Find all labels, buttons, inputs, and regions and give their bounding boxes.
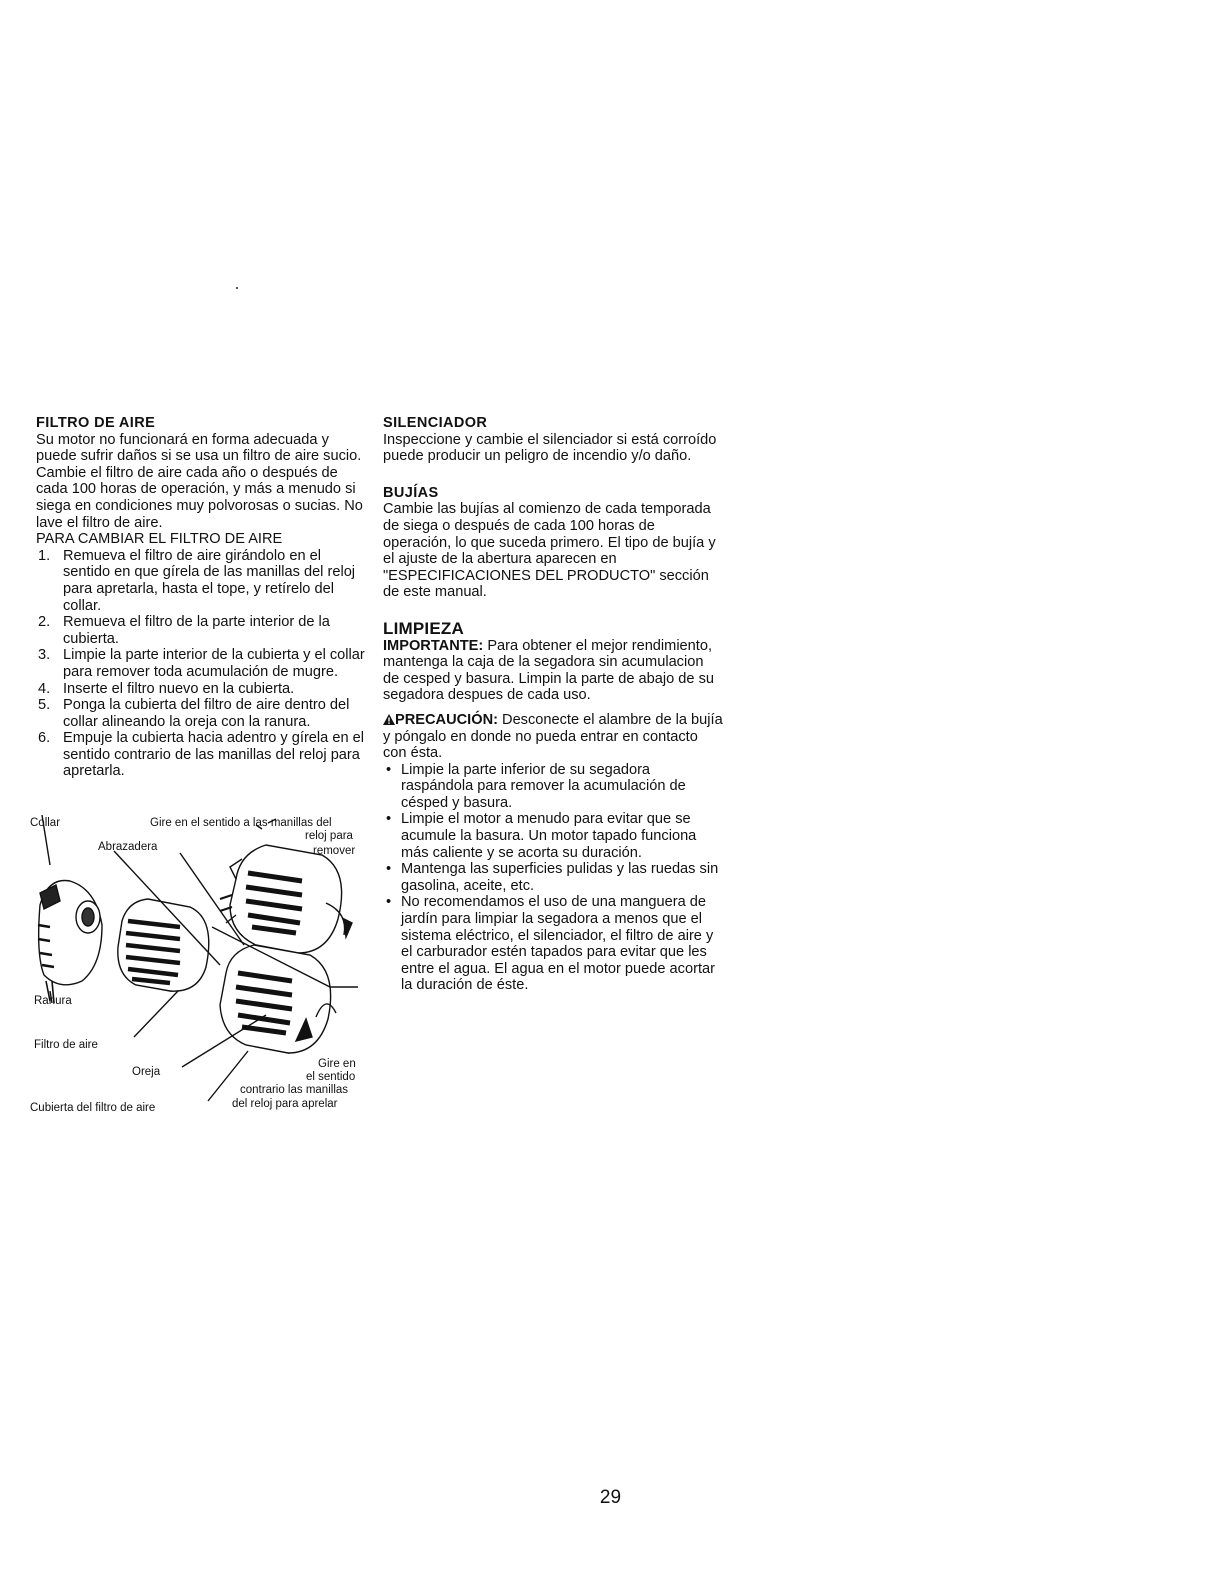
right-column (383, 415, 723, 994)
left-column (36, 415, 366, 780)
bullet-icon: • (386, 761, 392, 778)
turn-to-tighten-label-line2: el sentido (306, 1071, 356, 1083)
air-filter-heading: FILTRO DE AIRE (36, 415, 156, 431)
filter-step (36, 697, 366, 730)
scan-speck (236, 287, 238, 289)
step-text: Ponga la cubierta del filtro de aire dentro del collar alineando la oreja con la ranura. (63, 697, 350, 730)
step-number: 3. (38, 647, 51, 664)
step-text: Remueva el filtro de aire girándolo en el sentido en que gírela de las manillas del reloj para apretarla, hasta el tope, y retírelo del collar. (63, 547, 356, 614)
filter-step (36, 647, 366, 680)
turn-to-tighten-label-line1: Gire en (318, 1058, 356, 1070)
bullet-icon: • (386, 894, 392, 911)
important-note (383, 638, 723, 704)
tip-text: No recomendamos el uso de una manguera de jardín para limpiar la segadora a menos que el sistema eléctrico, el silenciador, el filtro de aire y el carburador estén tapados para evitar que les entre el agua. El agua en el motor puede acortar la duración de éste. (401, 894, 715, 994)
cleaning-tip (383, 762, 723, 812)
step-number: 5. (38, 697, 51, 714)
bullet-icon: • (386, 861, 392, 878)
filter-step (36, 548, 366, 614)
step-text: Empuje la cubierta hacia adentro y gírela en el sentido contrario de las manillas del reloj para apretarla. (63, 730, 364, 780)
important-text: Para obtener el mejor rendimiento, mantenga la caja de la segadora sin acumulacion de cesped y basura. Limpin la parte de abajo de su segadora despues de cada uso. (383, 637, 715, 704)
filter-step (36, 614, 366, 647)
air-filter-intro: Su motor no funcionará en forma adecuada y puede sufrir daños si se usa un filtro de aire sucio. (36, 431, 362, 465)
tip-text: Limpie la parte inferior de su segadora raspándola para remover la acumulación de césped y basura. (401, 761, 686, 811)
cleaning-tip (383, 894, 723, 994)
collar-label: Collar (30, 817, 61, 829)
muffler-heading: SILENCIADOR (383, 415, 488, 431)
clamp-label: Abrazadera (98, 841, 158, 853)
air-filter-diagram (30, 815, 370, 1135)
tip-text: Mantenga las superficies pulidas y las ruedas sin gasolina, aceite, etc. (401, 861, 719, 894)
step-text: Remueva el filtro de la parte interior de la cubierta. (63, 614, 330, 647)
step-number: 4. (38, 680, 51, 697)
important-label: IMPORTANTE: (383, 637, 484, 654)
filter-steps-list (36, 548, 366, 780)
turn-to-tighten-label-line4: del reloj para aprelar (232, 1098, 338, 1110)
filter-cover-label: Cubierta del filtro de aire (30, 1102, 156, 1114)
turn-to-tighten-label-line3: contrario las manillas (240, 1084, 349, 1096)
tip-text: Limpie el motor a menudo para evitar que se acumule la basura. Un motor tapado funciona más caliente y se acorta su duración. (401, 811, 697, 861)
filter-step (36, 681, 366, 698)
cleaning-heading: LIMPIEZA (383, 618, 464, 638)
muffler-text: Inspeccione y cambie el silenciador si está corroído puede producir un peligro de incendio y/o daño. (383, 431, 717, 465)
caution-note (383, 712, 723, 762)
bullet-icon: • (386, 811, 392, 828)
tab-label: Oreja (132, 1066, 161, 1078)
caution-text: Desconecte el alambre de la bujía y póngalo en donde no pueda entrar en contacto con ésta. (383, 711, 723, 762)
cleaning-tip (383, 811, 723, 861)
slot-label: Ranura (34, 995, 72, 1007)
turn-to-remove-label-line3: remover (313, 845, 356, 857)
step-number: 1. (38, 547, 51, 564)
filter-step (36, 730, 366, 780)
step-number: 2. (38, 614, 51, 631)
cleaning-tips-list (383, 762, 723, 994)
page-number: 29 (599, 1487, 622, 1508)
air-filter-label: Filtro de aire (34, 1039, 98, 1051)
caution-label: PRECAUCIÓN: (395, 711, 498, 728)
turn-to-remove-label-line2: reloj para (305, 830, 353, 842)
change-filter-subheading: PARA CAMBIAR EL FILTRO DE AIRE (36, 531, 283, 548)
air-filter-schedule: Cambie el filtro de aire cada año o después de cada 100 horas de operación, y más a menudo si siega en condiciones muy polvorosas o sucias. No lave el filtro de aire. (36, 464, 363, 531)
turn-to-remove-label-line1: Gire en el sentido a las manillas del (150, 817, 332, 829)
cleaning-tip (383, 861, 723, 894)
step-text: Limpie la parte interior de la cubierta y el collar para remover toda acumulación de mugre. (63, 647, 365, 680)
step-text: Inserte el filtro nuevo en la cubierta. (63, 680, 295, 697)
step-number: 6. (38, 730, 51, 747)
spark-plugs-text: Cambie las bujías al comienzo de cada temporada de siega o después de cada 100 horas de operación, lo que suceda primero. El tipo de bujía y el ajuste de la abertura aparecen en "ESPECIFICACIONES DEL PRODUCTO" sección de este manual. (383, 501, 716, 601)
spark-plugs-heading: BUJÍAS (383, 484, 439, 501)
warning-triangle-icon (383, 714, 395, 725)
